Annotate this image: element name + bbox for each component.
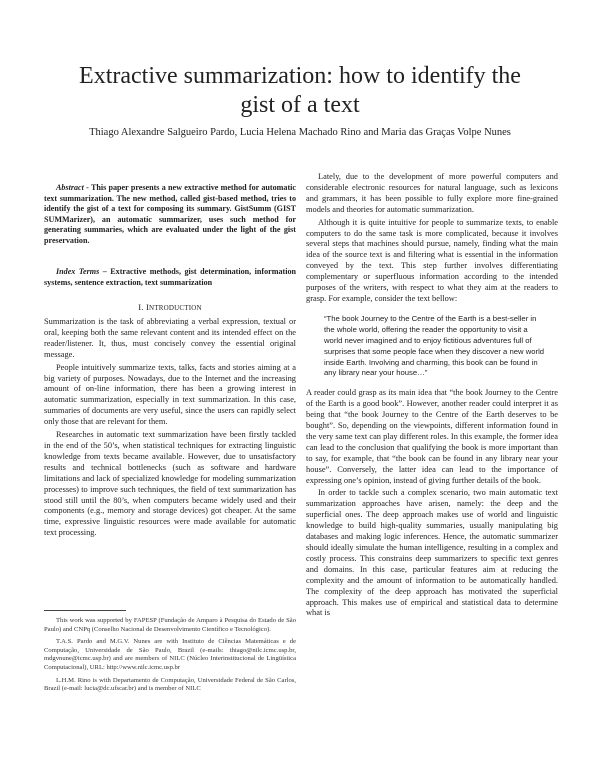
section-heading-introduction bbox=[44, 302, 296, 314]
footnote-block bbox=[44, 610, 296, 694]
abstract-label: Abstract bbox=[56, 183, 84, 192]
right-paragraph-4: In order to tackle such a complex scenario, two main automatic text summarization approaches have arisen, namely: the deep and the superficial ones. The deep approach makes use of world and linguistic knowledge to build high-quality summaries, usually manipulating big databases and making logic inferences. Hence, the automatic summarizer should ideally simulate the human intelligence, resulting in a complex and costly process. This constrains deep summarizers to specific text genres and domains. In this case, particular features aim at reducing the complexity and the amount of information to be automatically handled. The complexity of the deep approach has motivated the superficial approach. This makes use of empirical and statistical data to determine what is bbox=[306, 488, 558, 618]
right-paragraph-3: A reader could grasp as its main idea that “the book Journey to the Centre of the Earth is a good book”. However, another reader could interpret it as being that “the book Journey to the Centre of the Earth deserves to be bought”. So, depending on the viewpoints, different information found in the very same text can play different roles. In this example, the former idea can lead to the conclusion that qualifying the book is more important than to say, for example, that “the book can be found in any library near your house”. Conversely, the latter idea can lead to the importance of expressing one’s opinion, instead of giving further details of the book. bbox=[306, 388, 558, 485]
right-paragraph-1: Lately, due to the development of more powerful computers and considerable electronic resources for natural language, such as lexicons and grammars, it has been possible to fully explore more fine-grained models and theories for automatic summarization. bbox=[306, 172, 558, 214]
example-quote: “The book Journey to the Centre of the Earth is a best-seller in the whole world, offering the reader the opportunity to visit a world never imagined and to enjoy fictitious adventures full of surprises that some people face when they discover a new world inside Earth. Involving and charming, this book can be found in any library near your house…” bbox=[324, 313, 545, 378]
intro-paragraph-1: Summarization is the task of abbreviating a verbal expression, textual or oral, keeping both the same relevant content and its intended effect on the reader/listener. It, thus, must concisely convey the essential original message. bbox=[44, 317, 296, 359]
right-body bbox=[306, 172, 558, 619]
abstract bbox=[44, 183, 296, 246]
footnote-affiliation-2: L.H.M. Rino is with Departamento de Computação, Universidade Federal de São Carlos, Brazil (e-mail: lucia@dc.ufscar.br) and is member of NILC bbox=[44, 676, 296, 693]
index-terms bbox=[44, 267, 296, 288]
paper-title bbox=[40, 62, 560, 120]
intro-body bbox=[44, 317, 296, 539]
footnote-divider bbox=[44, 610, 126, 611]
title-line-1: Extractive summarization: how to identify the bbox=[79, 63, 521, 89]
right-paragraph-2: Although it is quite intuitive for people to summarize texts, to enable computers to do the same task is more complicated, because it involves several steps that machines should pursue, namely, finding what the main idea of the source text is and filtering what is essential in the information conveyed by the text. This step further involves differentiating complementary or superfluous information according to the intended purposes of the writers, with respect to what they aim at the readers to grasp. For example, consider the text bellow: bbox=[306, 217, 558, 303]
footnote-funding: This work was supported by FAPESP (Fundação de Amparo à Pesquisa do Estado de São Paulo) and CNPq (Conselho Nacional de Desenvolvimento Científico e Tecnológico). bbox=[44, 617, 296, 633]
section-number: I. I bbox=[138, 302, 150, 312]
intro-paragraph-2: People intuitively summarize texts, talks, facts and stories aiming at a big variety of purposes. Nowadays, due to the Internet and the increasing amount of on-line information, there has been a growing interest in automatic summarization, especially in text summarization. In this case, summaries of documents are very useful, since the users can rapidly select only those that are relevant for them. bbox=[44, 362, 296, 427]
abstract-text: - This paper presents a new extractive method for automatic text summarization. The new method, called gist-based method, tries to identify the gist of a text for composing its summary. GistSumm (GIST SUMMarizer), an automatic summarizer, uses such method for generating summaries, which are evaluated under the light of the gist preservation. bbox=[44, 183, 296, 245]
section-title: NTRODUCTION bbox=[149, 304, 202, 312]
author-list: Thiago Alexandre Salgueiro Pardo, Lucia Helena Machado Rino and Maria das Graças Volpe Nunes bbox=[89, 127, 511, 138]
footnote-affiliation-1: T.A.S. Pardo and M.G.V. Nunes are with Instituto de Ciências Matemáticas e de Computação, Universidade de São Paulo, Brazil (e-mails: thiago@nilc.icmc.usp.br, mdgvnune@icmc.usp.br) and are members of NILC (Núcleo Interinstitucional de Lingüística Computacional), URL: http://www.nilc.icmc.usp.br bbox=[44, 638, 296, 671]
index-terms-label: Index Terms bbox=[56, 267, 100, 276]
index-terms-text: – Extractive methods, gist determination, information systems, sentence extraction, text summarization bbox=[44, 267, 297, 287]
intro-paragraph-3: Researches in automatic text summarization have been firstly tackled in the end of the 50’s, when statistical techniques for extracting linguistic knowledge from texts became available. However, due to unsatisfactory results and technical bottlenecks (such as software and hardware limitations and lack of specialized knowledge for modeling summarization processes) to improve such techniques, the field of text summarization has stood still until the 80’s, when computers became widely used and their components (e.g., memory and storage devices) got cheaper. At the same time, expressive linguistic resources were made available for automatic text processing. bbox=[44, 430, 296, 538]
title-line-2: gist of a text bbox=[240, 92, 360, 118]
